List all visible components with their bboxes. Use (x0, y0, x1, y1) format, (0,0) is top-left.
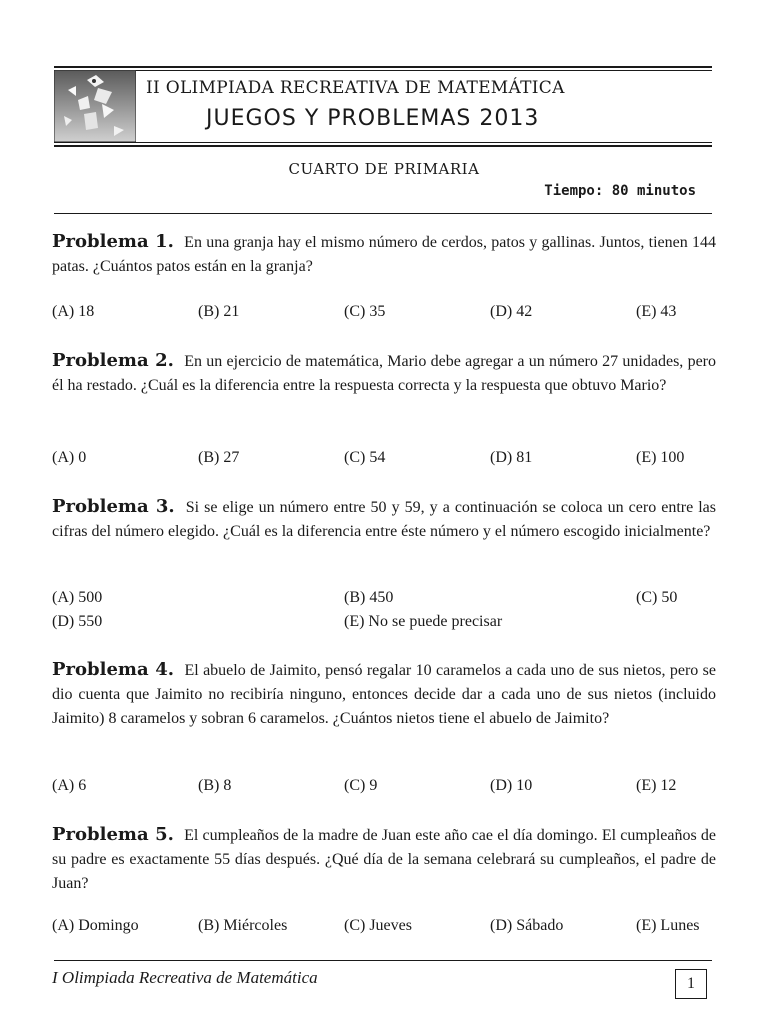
problem-5-label: Problema 5. (52, 824, 174, 845)
option-c[interactable]: (C) 35 (344, 303, 386, 320)
problem-5-options (52, 914, 716, 938)
problem-1-statement (52, 230, 716, 279)
option-a[interactable]: (A) 18 (52, 303, 95, 320)
option-a[interactable]: (A) Domingo (52, 917, 139, 934)
option-c[interactable]: (C) 9 (344, 777, 378, 794)
problem-1-text: En una granja hay el mismo número de cerdos, patos y gallinas. Juntos, tienen 144 patas. ¿Cuántos patos están en la granja? (52, 234, 716, 275)
option-c[interactable]: (C) Jueves (344, 917, 412, 934)
option-a[interactable]: (A) 6 (52, 777, 87, 794)
grade-level: CUARTO DE PRIMARIA (288, 160, 480, 178)
problem-2-options (52, 446, 716, 470)
option-b[interactable]: (B) 8 (198, 777, 232, 794)
option-a[interactable]: (A) 0 (52, 449, 87, 466)
problem-1-label: Problema 1. (52, 231, 174, 252)
problem-2-statement (52, 349, 716, 398)
option-c[interactable]: (C) 50 (636, 589, 678, 606)
option-e[interactable]: (E) Lunes (636, 917, 700, 934)
problem-4-text: El abuelo de Jaimito, pensó regalar 10 caramelos a cada uno de sus nietos, pero se dio cuenta que Jaimito no recibiría ninguno, entonces decide dar a cada uno de sus nietos (incluido Jaimito) 8 caramelos y sobran 6 caramelos. ¿Cuántos nietos tiene el abuelo de Jaimito? (52, 662, 716, 727)
section-divider (54, 213, 712, 214)
option-a[interactable]: (A) 500 (52, 589, 103, 606)
problem-5-statement (52, 823, 716, 896)
page-number: 1 (675, 969, 707, 999)
footer-text: I Olimpiada Recreativa de Matemática (52, 968, 318, 987)
problem-1-options (52, 300, 716, 324)
option-d[interactable]: (D) Sábado (490, 917, 564, 934)
header-top-rule-thin (54, 70, 712, 71)
option-e[interactable]: (E) 100 (636, 449, 685, 466)
header-top-rule-thick (54, 66, 712, 68)
footer-rule (54, 960, 712, 961)
problem-4-label: Problema 4. (52, 659, 175, 680)
olympiad-title: II OLIMPIADA RECREATIVA DE MATEMÁTICA (146, 78, 565, 98)
header-bottom-rule-thick (54, 145, 712, 147)
option-b[interactable]: (B) Miércoles (198, 917, 288, 934)
problem-4-statement (52, 658, 716, 731)
header-bottom-rule-thin (54, 142, 712, 143)
olympiad-logo (54, 70, 136, 142)
problem-3-options-row-2 (52, 610, 716, 634)
option-d[interactable]: (D) 10 (490, 777, 533, 794)
option-e[interactable]: (E) 12 (636, 777, 677, 794)
option-b[interactable]: (B) 450 (344, 589, 394, 606)
option-e[interactable]: (E) No se puede precisar (344, 613, 503, 630)
option-d[interactable]: (D) 550 (52, 613, 103, 630)
problem-3-label: Problema 3. (52, 496, 175, 517)
problem-5-text: El cumpleaños de la madre de Juan este año cae el día domingo. El cumpleaños de su padre es exactamente 55 días después. ¿Qué día de la semana celebrará su cumpleaños, el padre de Juan? (52, 827, 717, 892)
option-b[interactable]: (B) 27 (198, 449, 240, 466)
option-e[interactable]: (E) 43 (636, 303, 677, 320)
problem-3-statement (52, 495, 716, 544)
time-limit: Tiempo: 80 minutos (544, 183, 696, 199)
option-b[interactable]: (B) 21 (198, 303, 240, 320)
contest-subtitle: JUEGOS Y PROBLEMAS 2013 (206, 106, 540, 131)
problem-2-label: Problema 2. (52, 350, 174, 371)
option-c[interactable]: (C) 54 (344, 449, 386, 466)
option-d[interactable]: (D) 81 (490, 449, 533, 466)
problem-2-text: En un ejercicio de matemática, Mario debe agregar a un número 27 unidades, pero él ha restado. ¿Cuál es la diferencia entre la respuesta correcta y la respuesta que obtuvo Mario? (52, 353, 717, 394)
problem-3-text: Si se elige un número entre 50 y 59, y a continuación se coloca un cero entre las cifras del número elegido. ¿Cuál es la diferencia entre éste número y el número escogido inicialmente? (52, 499, 717, 540)
problem-3-options-row-1 (52, 586, 716, 610)
problem-4-options (52, 774, 716, 798)
option-d[interactable]: (D) 42 (490, 303, 533, 320)
